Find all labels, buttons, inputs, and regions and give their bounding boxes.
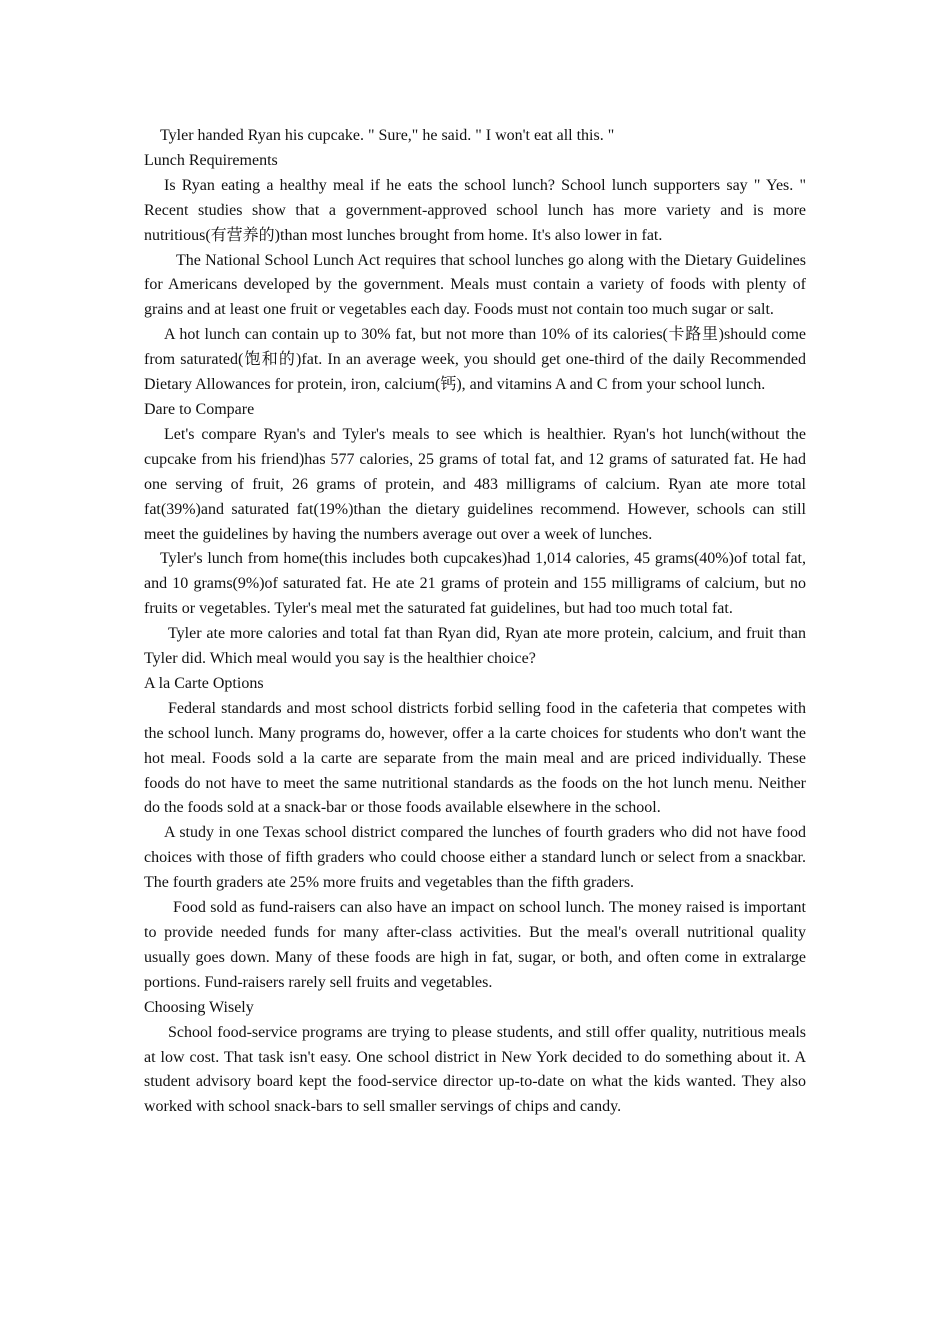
document-page	[144, 124, 806, 1120]
alacarte-paragraph-2: A study in one Texas school district compared the lunches of fourth graders who did not have food choices with those of fifth graders who could choose either a standard lunch or select from a snackbar. The fourth graders ate 25% more fruits and vegetables than the fifth graders.	[144, 824, 806, 892]
heading-lunch-requirements: Lunch Requirements	[144, 151, 278, 169]
lunch-paragraph-2: The National School Lunch Act requires that school lunches go along with the Dietary Guidelines for Americans developed by the government. Meals must contain a variety of foods with plenty of grains and at least one fruit or vegetables each day. Foods must not contain too much sugar or salt.	[144, 251, 806, 319]
compare-paragraph-1: Let's compare Ryan's and Tyler's meals to see which is healthier. Ryan's hot lunch(without the cupcake from his friend)has 577 calories, 25 grams of total fat, and 12 grams of saturated fat. He had one serving of fruit, 26 grams of protein, and 483 milligrams of calcium. Ryan ate more total fat(39%)and saturated fat(19%)than the dietary guidelines recommend. However, schools can still meet the guidelines by having the numbers average out over a week of lunches.	[144, 425, 806, 543]
lunch-paragraph-1: Is Ryan eating a healthy meal if he eats the school lunch? School lunch supporters say " Yes. " Recent studies show that a government-approved school lunch has more variety and is more nutritious(有营养的)than most lunches brought from home. It's also lower in fat.	[144, 176, 806, 244]
heading-dare-to-compare: Dare to Compare	[144, 400, 255, 418]
alacarte-paragraph-1: Federal standards and most school districts forbid selling food in the cafeteria that competes with the school lunch. Many programs do, however, offer a la carte choices for students who don't want the hot meal. Foods sold a la carte are separate from the main meal and are priced individually. These foods do not have to meet the same nutritional standards as the foods on the hot lunch menu. Neither do the foods sold at a snack-bar or those foods available elsewhere in the school.	[144, 699, 806, 817]
heading-choosing-wisely: Choosing Wisely	[144, 998, 254, 1016]
intro-paragraph: Tyler handed Ryan his cupcake. " Sure," he said. " I won't eat all this. "	[160, 127, 615, 144]
choosing-paragraph-1: School food-service programs are trying to please students, and still offer quality, nutritious meals at low cost. That task isn't easy. One school district in New York decided to do something about it. A student advisory board kept the food-service director up-to-date on what the kids wanted. They also worked with school snack-bars to sell smaller servings of chips and candy.	[144, 1023, 806, 1116]
compare-paragraph-3: Tyler ate more calories and total fat than Ryan did, Ryan ate more protein, calcium, and fruit than Tyler did. Which meal would you say is the healthier choice?	[144, 625, 806, 668]
compare-paragraph-2: Tyler's lunch from home(this includes both cupcakes)had 1,014 calories, 45 grams(40%)of total fat, and 10 grams(9%)of saturated fat. He ate 21 grams of protein and 155 milligrams of calcium, but no fruits or vegetables. Tyler's meal met the saturated fat guidelines, but had too much total fat.	[144, 550, 806, 618]
heading-a-la-carte: A la Carte Options	[144, 674, 264, 692]
lunch-paragraph-3: A hot lunch can contain up to 30% fat, but not more than 10% of its calories(卡路里)should come from saturated(饱和的)fat. In an average week, you should get one-third of the daily Recommended Dietary Allowances for protein, iron, calcium(钙), and vitamins A and C from your school lunch.	[144, 326, 806, 394]
alacarte-paragraph-3: Food sold as fund-raisers can also have an impact on school lunch. The money raised is important to provide needed funds for many after-class activities. But the meal's overall nutritional quality usually goes down. Many of these foods are high in fat, sugar, or both, and often come in extralarge portions. Fund-raisers rarely sell fruits and vegetables.	[144, 899, 806, 991]
